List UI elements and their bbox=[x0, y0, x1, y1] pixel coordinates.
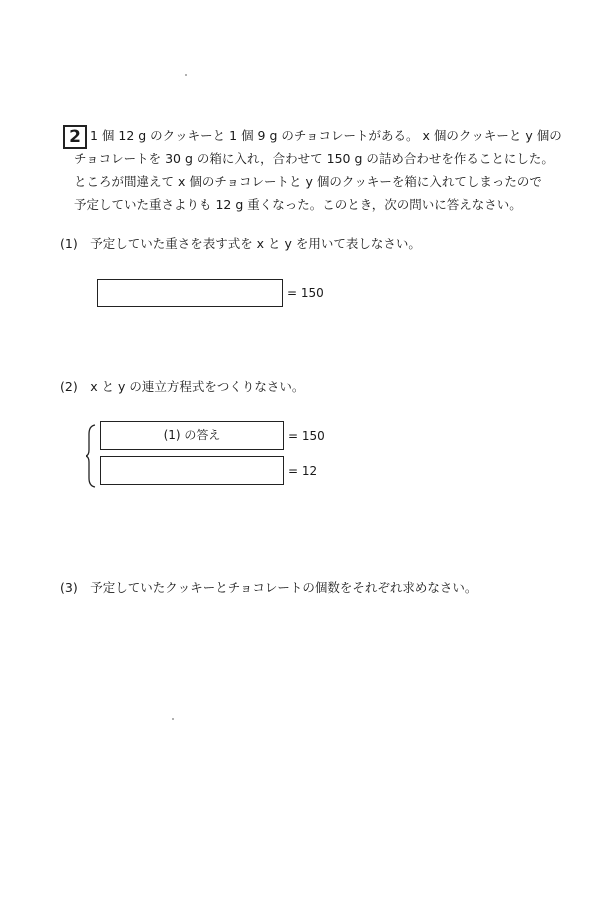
scan-speck bbox=[172, 718, 174, 720]
scan-speck bbox=[185, 74, 187, 76]
question-2-label: (2) x と y の連立方程式をつくりなさい。 bbox=[60, 379, 305, 394]
equation-1-box: (1) の答え bbox=[100, 421, 284, 450]
statement-line: 予定していた重さよりも 12 g 重くなった。このとき，次の問いに答えなさい。 bbox=[74, 197, 522, 212]
equation-2-box[interactable] bbox=[100, 456, 284, 485]
question-3-label: (3) 予定していたクッキーとチョコレートの個数をそれぞれ求めなさい。 bbox=[60, 580, 478, 595]
problem-statement bbox=[74, 124, 574, 216]
question-1-label: (1) 予定していた重さを表す式を x と y を用いて表しなさい。 bbox=[60, 236, 421, 251]
question-1-answer-box[interactable] bbox=[97, 279, 283, 307]
equation-2-rhs: = 12 bbox=[288, 464, 318, 478]
equation-1-rhs: = 150 bbox=[288, 429, 325, 443]
problem-number: 2 bbox=[63, 125, 87, 149]
statement-line: 1 個 12 g のクッキーと 1 個 9 g のチョコレートがある。 x 個のクッキーと y 個の bbox=[90, 128, 562, 143]
statement-line: ところが間違えて x 個のチョコレートと y 個のクッキーを箱に入れてしまったので bbox=[74, 174, 542, 189]
statement-line: チョコレートを 30 g の箱に入れ，合わせて 150 g の詰め合わせを作ることにした。 bbox=[74, 151, 554, 166]
question-1-rhs: = 150 bbox=[287, 286, 324, 300]
system-brace bbox=[86, 424, 96, 488]
